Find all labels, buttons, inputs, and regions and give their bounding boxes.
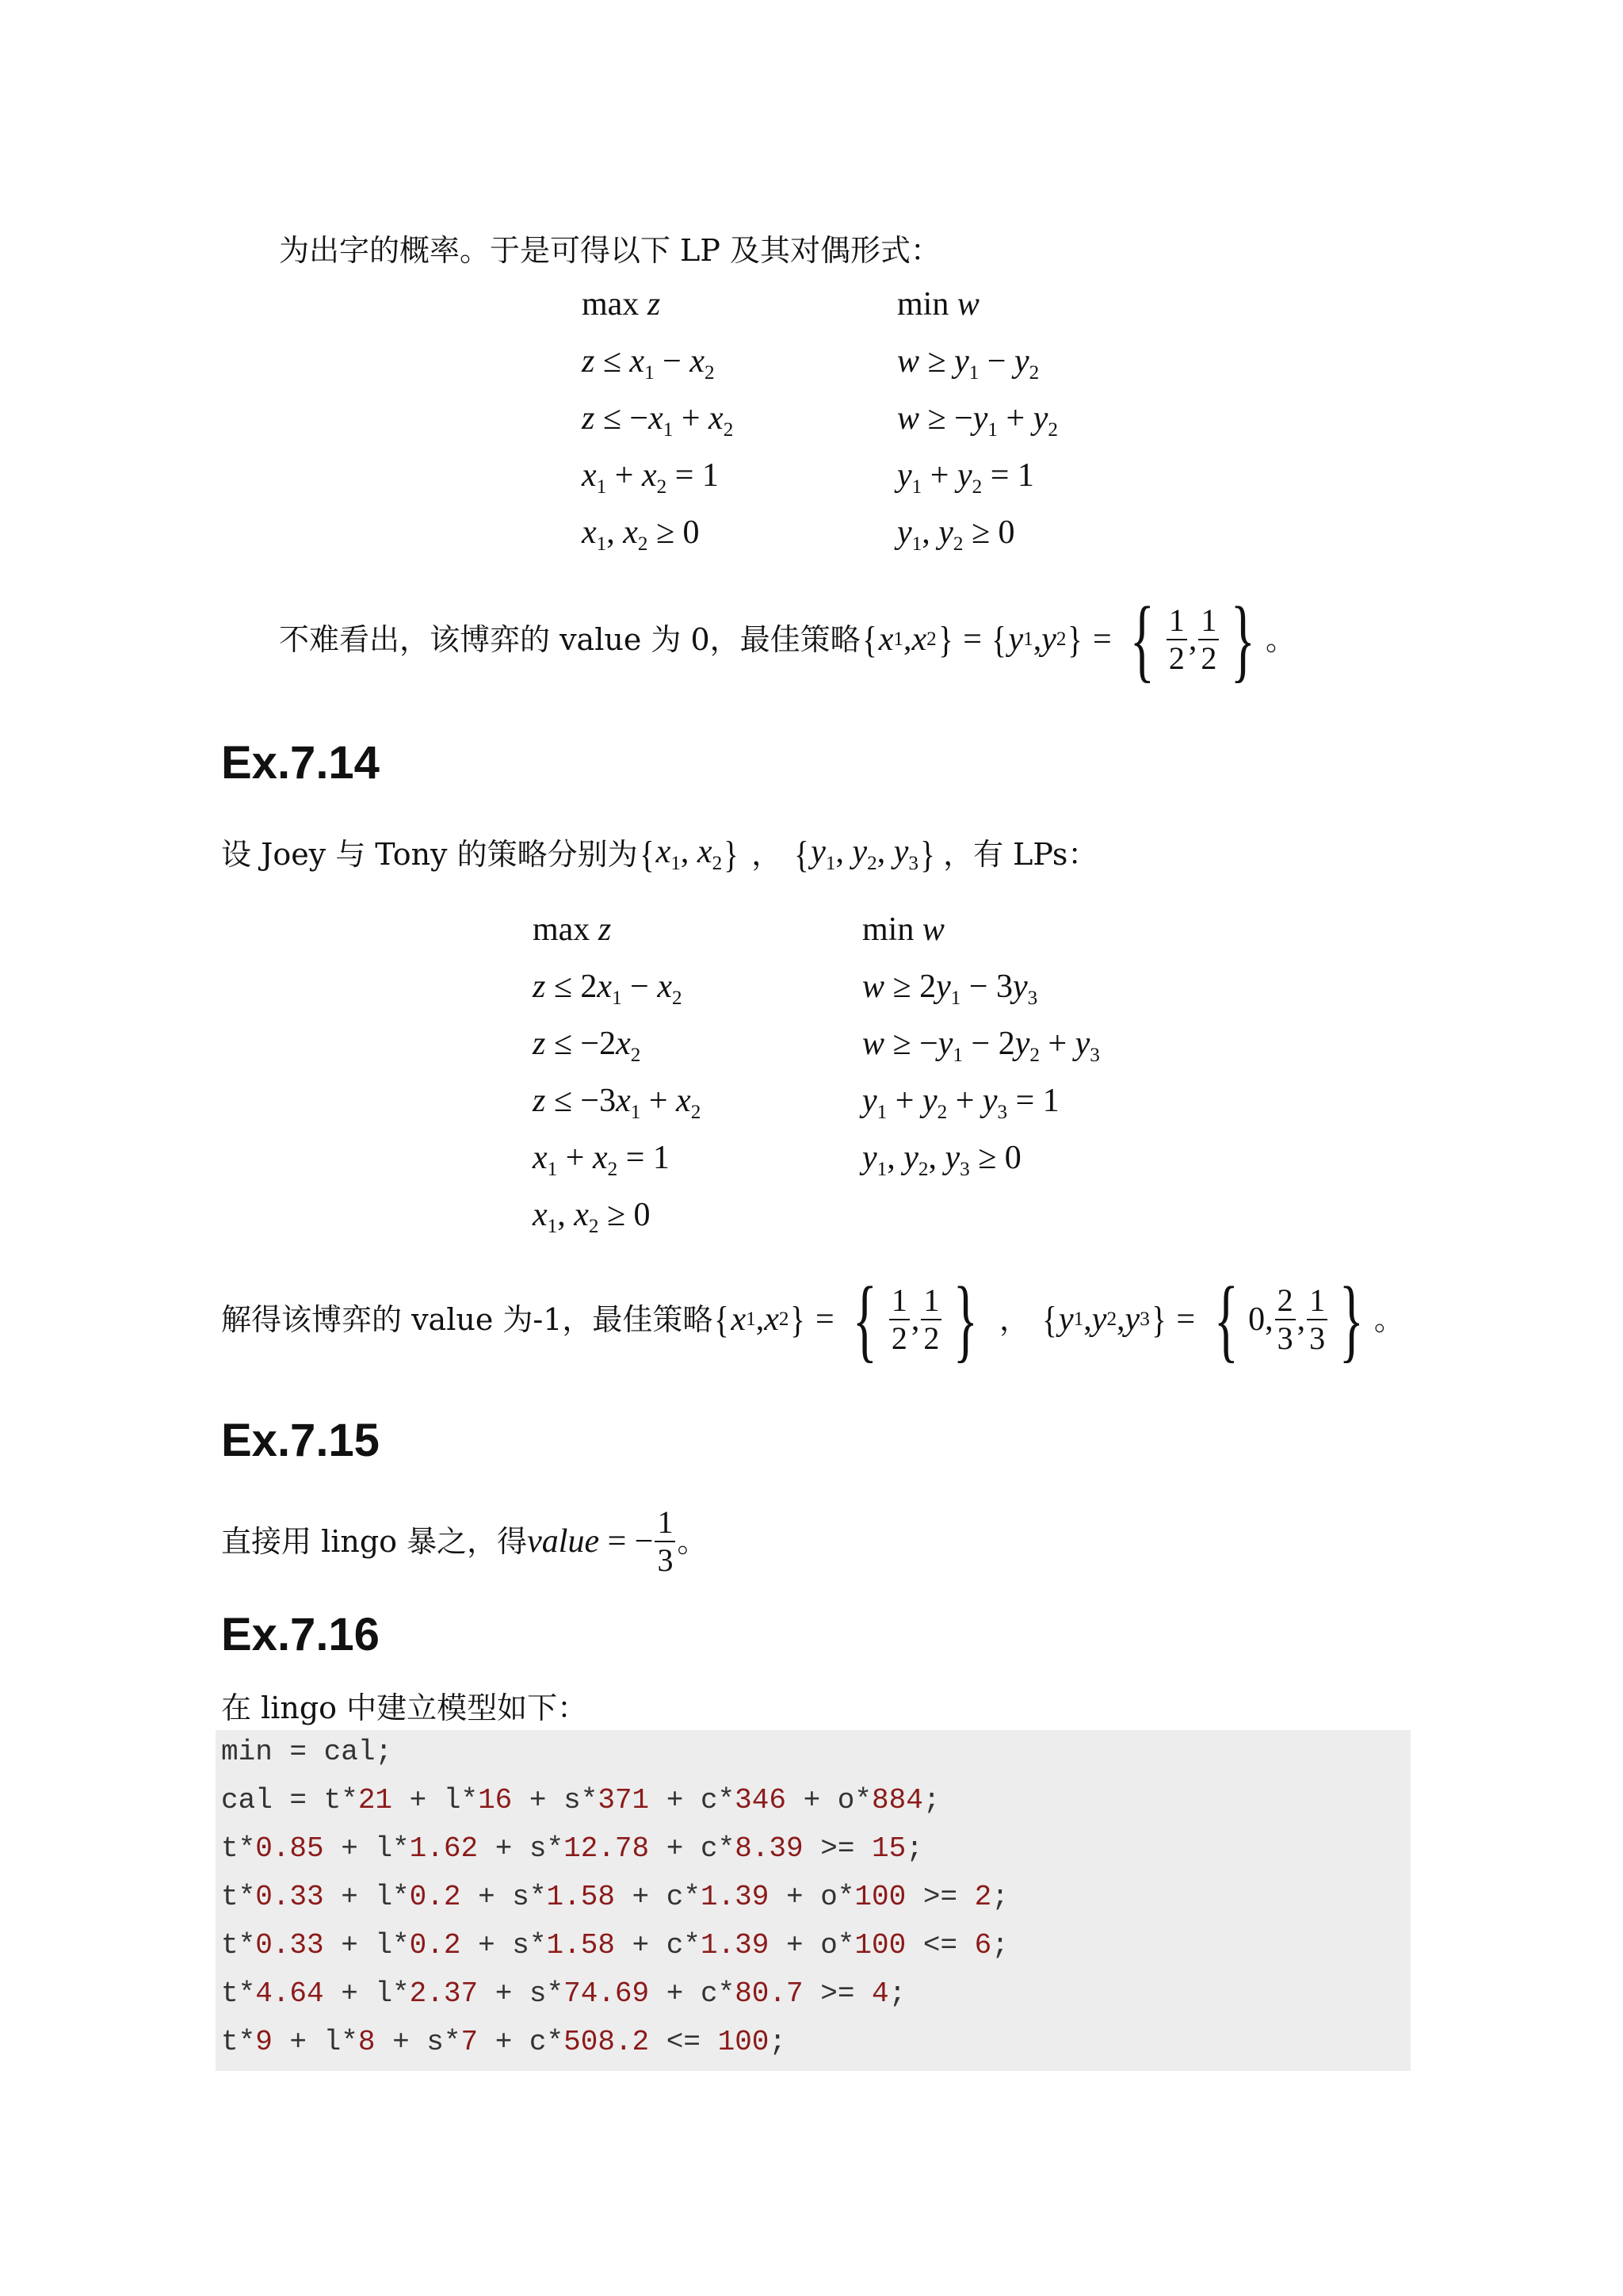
ex715-end: 。 [677,1524,708,1559]
ex714-result-x: { x 1 , x 2 } = { $\frac{1}{2}$ , $\frac{1}{2}$ } [714,1267,979,1371]
lp1-dual-constraint-1: $w \ge y_1 - y_2$ [897,343,1040,384]
code-line: t*9 + l*8 + s*7 + c*508.2 <= 100; [221,2026,787,2058]
code-line: t*0.33 + l*0.2 + s*1.58 + c*1.39 + o*100 >= 2; [221,1881,1009,1913]
result1-line [279,588,1296,691]
ex714-text-a: 设 Joey 与 Tony 的策略分别为 [221,837,638,872]
ex714-joey-strategy: {$x_1$, $x_2$} [639,833,739,876]
lp1-primal-constraint-1: $z \le x_1 - x_2$ [582,343,715,384]
result1-text: 不难看出，该博弈的 value 为 0，最佳策略 [279,622,861,657]
ex714-primal-constraint-5: $x_1$, $x_2 \ge 0$ [533,1197,651,1237]
ex714-primal-objective: max z [533,911,612,948]
lp1-primal-constraint-3: $x_1 + x_2 = 1$ [582,457,719,498]
lp1-primal-constraint-4: $x_1$, $x_2 \ge 0$ [582,514,700,555]
heading-ex716: Ex.7.16 [221,1609,380,1660]
lp1-dual-constraint-4: $y_1$, $y_2 \ge 0$ [897,514,1015,555]
ex714-result-y: { y 1 , y 2 , y 3 } = { 0, $\frac{2}{3}$ , $\frac{1}{3}$ } [1042,1267,1365,1371]
intro-text: 为出字的概率。于是可得以下 LP 及其对偶形式： [279,233,941,268]
ex715-text: 直接用 lingo 暴之，得 [221,1524,528,1559]
ex714-primal-constraint-2: $z \le -2x_2$ [533,1026,641,1066]
ex714-primal-constraint-3: $z \le -3x_1 + x_2$ [533,1083,701,1123]
ex715-formula: value = − $\frac{1}{3}$ [527,1506,677,1577]
ex714-result-text: 解得该博弈的 value 为-1，最佳策略 [221,1302,713,1337]
ex714-dual-constraint-4: $y_1$, $y_2$, $y_3 \ge 0$ [862,1140,1022,1180]
ex714-dual-constraint-2: $w \ge -y_1 - 2y_2 + y_3$ [862,1026,1100,1066]
ex714-text-b: ，有 LPs： [943,837,1098,872]
ex714-result-end: 。 [1373,1302,1404,1337]
result1-end: 。 [1266,622,1296,657]
lp1-dual-constraint-3: $y_1 + y_2 = 1$ [897,457,1034,498]
ex714-dual-constraint-1: $w \ge 2y_1 - 3y_3$ [862,968,1038,1009]
ex714-tony-strategy: {$y_1$, $y_2$, $y_3$} [794,833,935,876]
ex714-result-line [221,1268,1404,1371]
result1-formula: { x 1 , x 2 } = { y 1 , y 2 } = { $\frac{1}{2}$ , $\frac{1}{2}$ } [861,587,1256,691]
lp1-primal-objective: max z [582,286,661,323]
ex714-sep: ， [751,837,782,872]
lp1-dual-constraint-2: $w \ge -y_1 + y_2$ [897,400,1058,441]
ex715-line [221,1490,708,1593]
ex714-primal-constraint-4: $x_1 + x_2 = 1$ [533,1140,670,1180]
lp1-dual-objective: min w [897,286,980,323]
ex714-dual-constraint-3: $y_1 + y_2 + y_3 = 1$ [862,1083,1060,1123]
code-line: cal = t*21 + l*16 + s*371 + c*346 + o*884; [221,1784,941,1817]
ex714-dual-objective: min w [862,911,945,948]
ex716-text: 在 lingo 中建立模型如下： [221,1690,588,1725]
heading-ex714: Ex.7.14 [221,737,380,789]
ex714-intro-line [221,831,1098,878]
code-line: t*0.85 + l*1.62 + s*12.78 + c*8.39 >= 15; [221,1832,923,1865]
code-line: t*4.64 + l*2.37 + s*74.69 + c*80.7 >= 4; [221,1977,907,2010]
code-line: t*0.33 + l*0.2 + s*1.58 + c*1.39 + o*100 <= 6; [221,1929,1009,1962]
code-line: min = cal; [221,1736,393,1768]
lp1-primal-constraint-2: $z \le -x_1 + x_2$ [582,400,734,441]
ex714-primal-constraint-1: $z \le 2x_1 - x_2$ [533,968,682,1009]
heading-ex715: Ex.7.15 [221,1415,380,1466]
ex714-result-sep: ， [999,1302,1029,1337]
